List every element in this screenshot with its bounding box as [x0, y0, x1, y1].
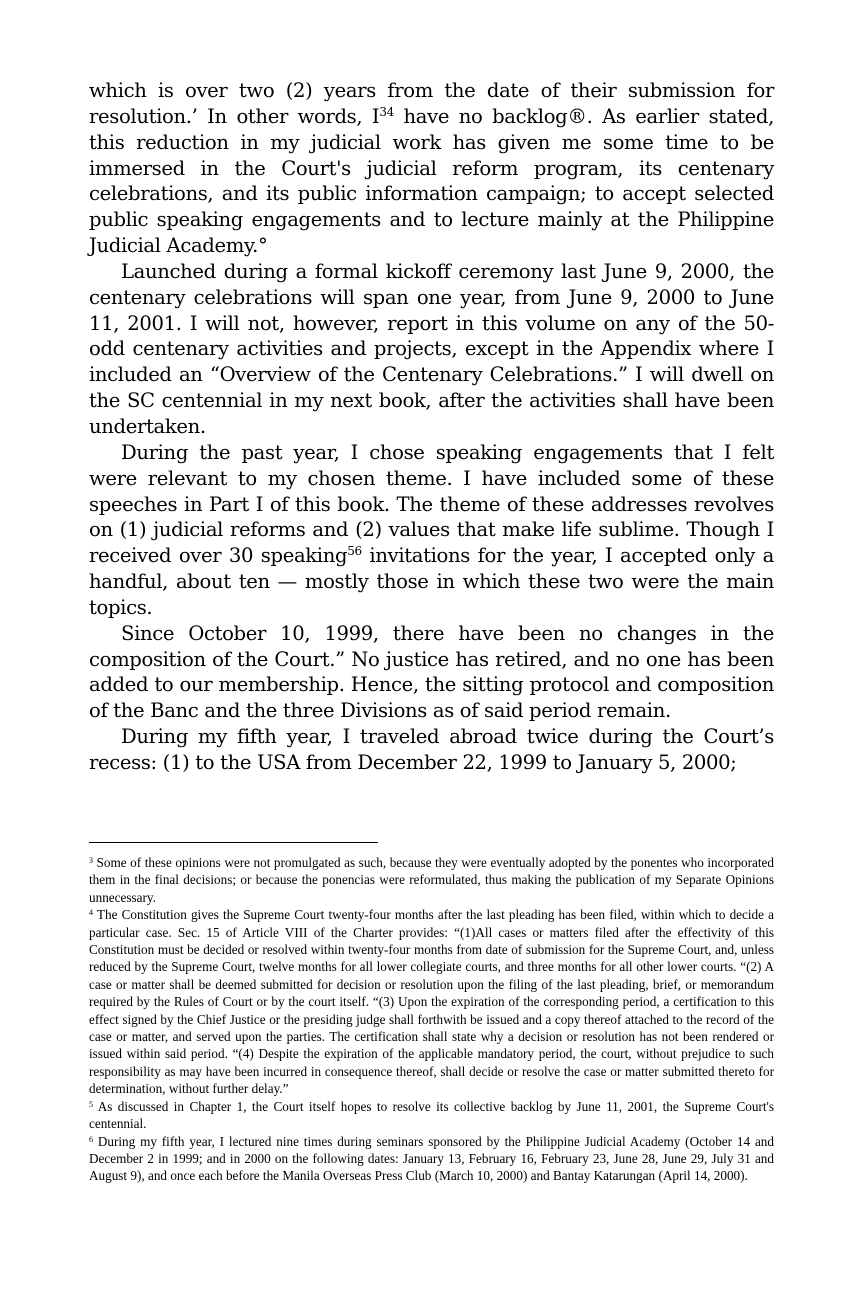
footnote-mark: 4: [89, 908, 93, 918]
footnote-mark: 5: [89, 1099, 93, 1109]
footnote-text: As discussed in Chapter 1, the Court itself hopes to resolve its collective backlog by June 11, 2001, the Supreme Court's centennial.: [89, 1098, 774, 1132]
paragraph-3-rest: invitations for the year, I accepted only a handful, about ten — mostly those in which these two were the main topics.: [89, 544, 774, 619]
footnote-text: During my fifth year, I lectured nine times during seminars sponsored by the Philippine Judicial Academy (October 14 and December 2 in 1999; and in 2000 on the following dates: January 13, February 16, February 23, June 28, June 29, July 31 and August 9), and once each before the Manila Overseas Press Club (March 10, 2000) and Bantay Katarungan (April 14, 2000).: [89, 1133, 774, 1184]
footnote-divider: [89, 842, 378, 843]
page-body: [89, 78, 774, 776]
paragraph-5: During my fifth year, I traveled abroad twice during the Court’s recess: (1) to the USA from December 22, 1999 to January 5, 2000;: [89, 725, 774, 774]
paragraph-2: Launched during a formal kickoff ceremony last June 9, 2000, the centenary celebrations will span one year, from June 9, 2000 to June 11, 2001. I will not, however, report in this volume on any of the 50-odd centenary activities and projects, except in the Appendix where I included an “Overview of the Centenary Celebrations.” I will dwell on the SC centennial in my next book, after the activities shall have been undertaken.: [89, 259, 774, 438]
body-text: [89, 78, 774, 776]
paragraph-3-text: During the past year, I chose speaking engagements that I felt were relevant to my chosen theme. I have included some of these speeches in Part I of this book. The theme of these addresses revolves on (1) judicial reforms and (2) values that make life sublime. Though I received over 30 speaking: [89, 440, 774, 568]
footnote-text: Some of these opinions were not promulgated as such, because they were eventually adopted by the ponentes who incorporated them in the final decisions; or because the ponencias were reformulated, thus making the publication of my Separate Opinions unnecessary.: [89, 855, 774, 905]
footnote-mark: 6: [89, 1134, 93, 1144]
paragraph-3: [89, 440, 774, 621]
footnote-4: [89, 906, 774, 1097]
footnote-ref-56: 56: [347, 544, 362, 559]
footnote-6: [89, 1133, 774, 1185]
footnotes: [89, 854, 774, 1185]
footnote-text: The Constitution gives the Supreme Court twenty-four months after the last pleading has been filed, within which to decide a particular case. Sec. 15 of Article VIII of the Charter provides: “(1)All cases or matters filed after the effectivity of this Constitution must be decided or resolved within twenty-four months from date of submission for the Supreme Court, and, unless reduced by the Supreme Court, twelve months for all lower collegiate courts, and three months for all other lower courts. “(2) A case or matter shall be deemed submitted for decision or resolution upon the filing of the last pleading, brief, or memorandum required by the Rules of Court or by the court itself. “(3) Upon the expiration of the corresponding period, a certification to this effect signed by the Chief Justice or the presiding judge shall forthwith be issued and a copy thereof attached to the record of the case or matter, and served upon the parties. The certification shall state why a decision or resolution has not been rendered or issued within said period. “(4) Despite the expiration of the applicable mandatory period, the court, without prejudice to such responsibility as may have been incurred in consequence thereof, shall decide or resolve the case or matter submitted thereto for determination, without further delay.”: [89, 907, 774, 1097]
footnote-ref-34: 34: [379, 104, 394, 119]
footnote-mark: 3: [89, 856, 93, 865]
paragraph-1: [89, 78, 774, 259]
footnote-5: [89, 1098, 774, 1133]
paragraph-1-text: which is over two (2) years from the date of their submission for resolution.’ In other words, I: [89, 79, 774, 128]
footnote-3: [89, 854, 774, 906]
paragraph-1-rest: have no backlog®. As earlier stated, this reduction in my judicial work has given me some time to be immersed in the Court's judicial reform program, its centenary celebrations, and its public information campaign; to accept selected public speaking engagements and to lecture mainly at the Philippine Judicial Academy.°: [89, 104, 774, 258]
paragraph-4: Since October 10, 1999, there have been no changes in the composition of the Court.” No justice has retired, and no one has been added to our membership. Hence, the sitting protocol and composition of the Banc and the three Divisions as of said period remain.: [89, 621, 774, 723]
